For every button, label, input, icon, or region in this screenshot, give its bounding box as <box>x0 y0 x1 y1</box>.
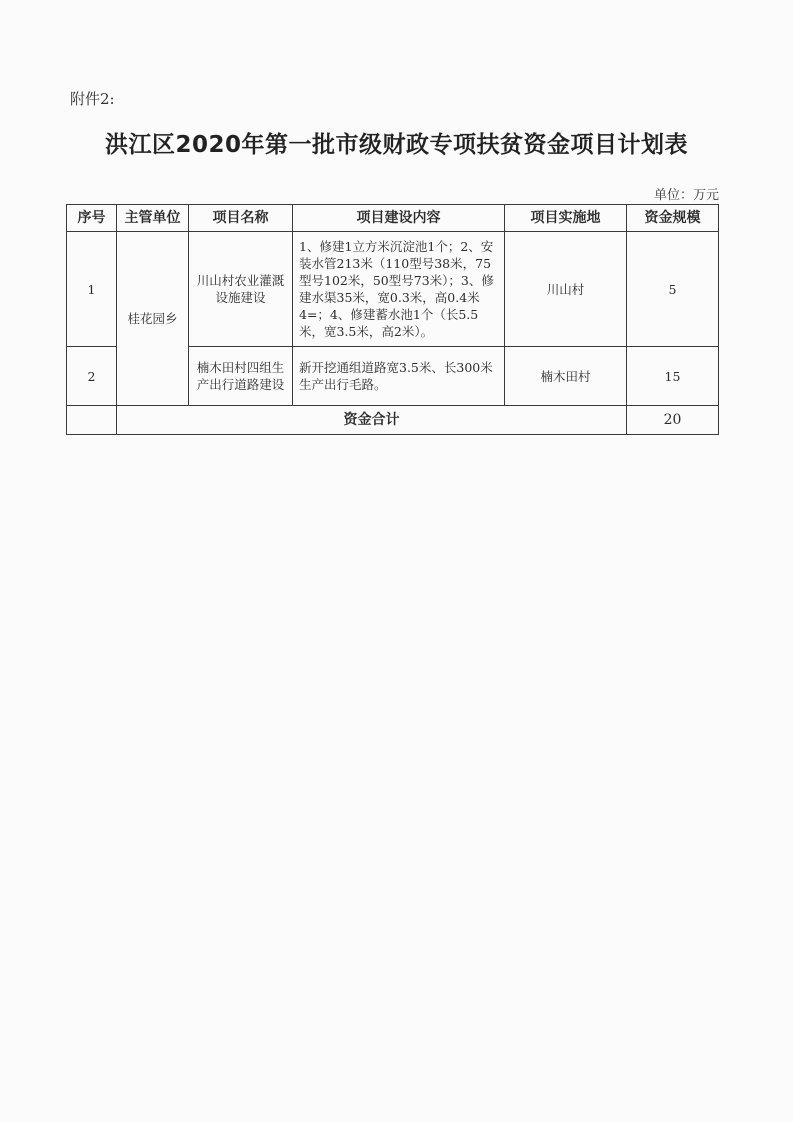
row-no: 2 <box>67 347 117 406</box>
header-no: 序号 <box>67 205 117 232</box>
project-name-cell: 楠木田村四组生产出行道路建设 <box>189 347 293 406</box>
department-cell: 桂花园乡 <box>117 232 189 406</box>
header-department: 主管单位 <box>117 205 189 232</box>
project-content-cell: 1、修建1立方米沉淀池1个；2、安装水管213米（110型号38米，75型号102米，50型号73米）；3、修建水渠35米，宽0.3米，高0.4米4=；4、修建蓄水池1个（长5.5米，宽3.5米，高2米）。 <box>293 232 505 347</box>
row-no: 1 <box>67 232 117 347</box>
project-plan-table <box>66 204 719 435</box>
total-empty-cell <box>67 406 117 435</box>
header-amount: 资金规模 <box>627 205 719 232</box>
location-cell: 楠木田村 <box>505 347 627 406</box>
header-location: 项目实施地 <box>505 205 627 232</box>
table-header-row <box>67 205 719 232</box>
header-project-content: 项目建设内容 <box>293 205 505 232</box>
amount-cell: 5 <box>627 232 719 347</box>
attachment-label: 附件2: <box>70 90 115 108</box>
location-cell: 川山村 <box>505 232 627 347</box>
unit-label: 单位：万元 <box>653 188 719 203</box>
total-row <box>67 406 719 435</box>
header-project-name: 项目名称 <box>189 205 293 232</box>
page-title: 洪江区2020年第一批市级财政专项扶贫资金项目计划表 <box>104 132 688 158</box>
total-label: 资金合计 <box>117 406 627 435</box>
project-name-cell: 川山村农业灌溉设施建设 <box>189 232 293 347</box>
total-amount: 20 <box>627 406 719 435</box>
amount-cell: 15 <box>627 347 719 406</box>
project-content-cell: 新开挖通组道路宽3.5米、长300米生产出行毛路。 <box>293 347 505 406</box>
table-row <box>67 232 719 347</box>
